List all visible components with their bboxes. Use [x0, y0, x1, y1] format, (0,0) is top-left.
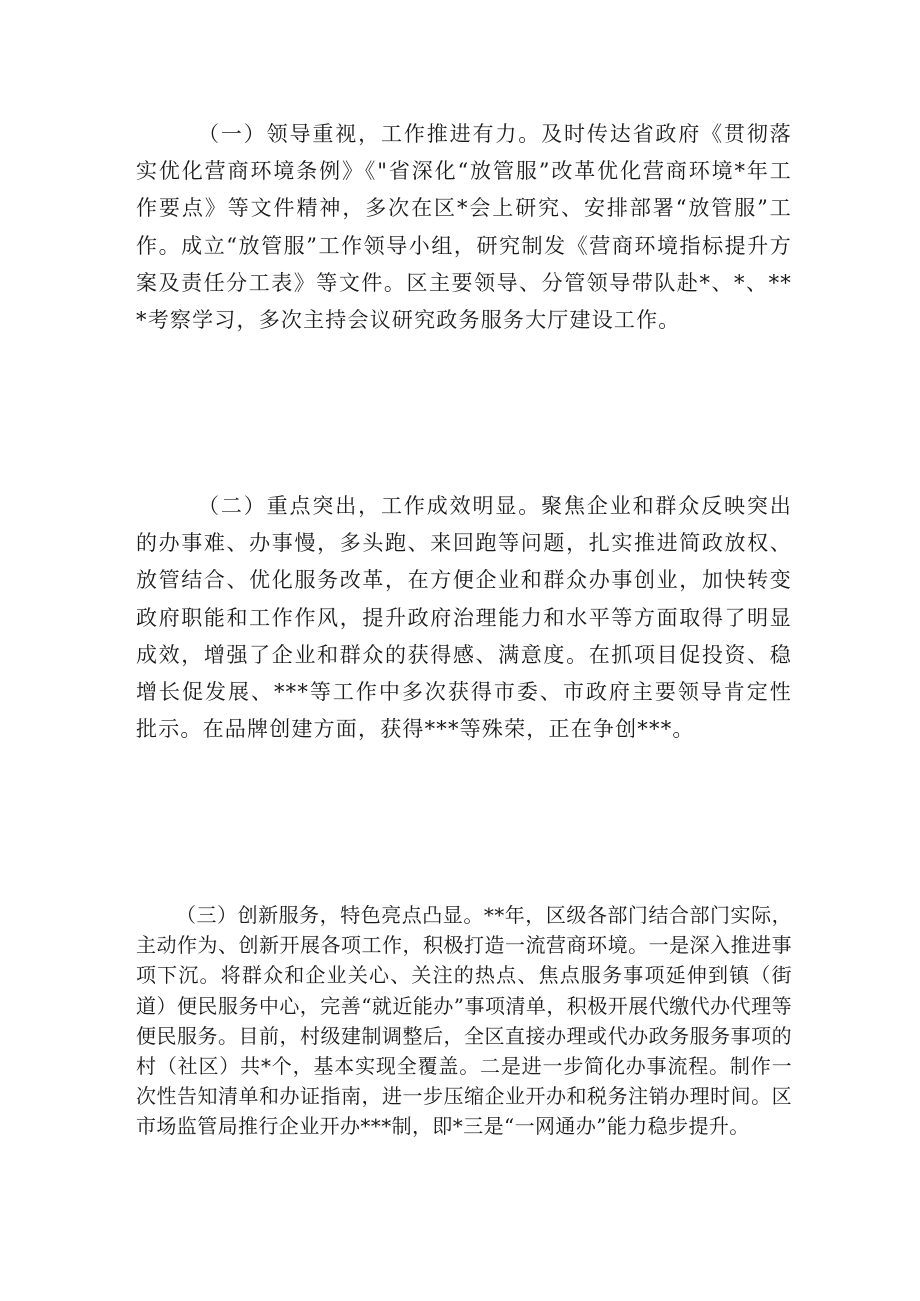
- paragraph-leadership: （一）领导重视，工作推进有力。及时传达省政府《贯彻落实优化营商环境条例》《"省深化“放管服”改革优化营商环境*年工作要点》等文件精神，多次在区*会上研究、安排部署“放管服”工作。成立“放管服”工作领导小组，研究制发《营商环境指标提升方案及责任分工表》等文件。区主要领导、分管领导带队赴*、*、***考察学习，多次主持会议研究政务服务大厅建设工作。: [136, 122, 792, 333]
- paragraph-innovation: （三）创新服务，特色亮点凸显。**年，区级各部门结合部门实际，主动作为、创新开展各项工作，积极打造一流营商环境。一是深入推进事项下沉。将群众和企业关心、关注的热点、焦点服务事项延伸到镇（街道）便民服务中心，完善“就近能办”事项清单，积极开展代缴代办代理等便民服务。目前，村级建制调整后，全区直接办理或代办政务服务事项的村（社区）共*个，基本实现全覆盖。二是进一步简化办事流程。制作一次性告知清单和办证指南，进一步压缩企业开办和税务注销办理时间。区市场监管局推行企业开办***制，即*三是“一网通办”能力稳步提升。: [136, 903, 792, 1139]
- paragraph-key-results: （二）重点突出，工作成效明显。聚焦企业和群众反映突出的办事难、办事慢，多头跑、来回跑等问题，扎实推进简政放权、放管结合、优化服务改革，在方便企业和群众办事创业，加快转变政府职能和工作作风，提升政府治理能力和水平等方面取得了明显成效，增强了企业和群众的获得感、满意度。在抓项目促投资、稳增长促发展、***等工作中多次获得市委、市政府主要领导肯定性批示。在品牌创建方面，获得***等殊荣，正在争创***。: [136, 494, 792, 742]
